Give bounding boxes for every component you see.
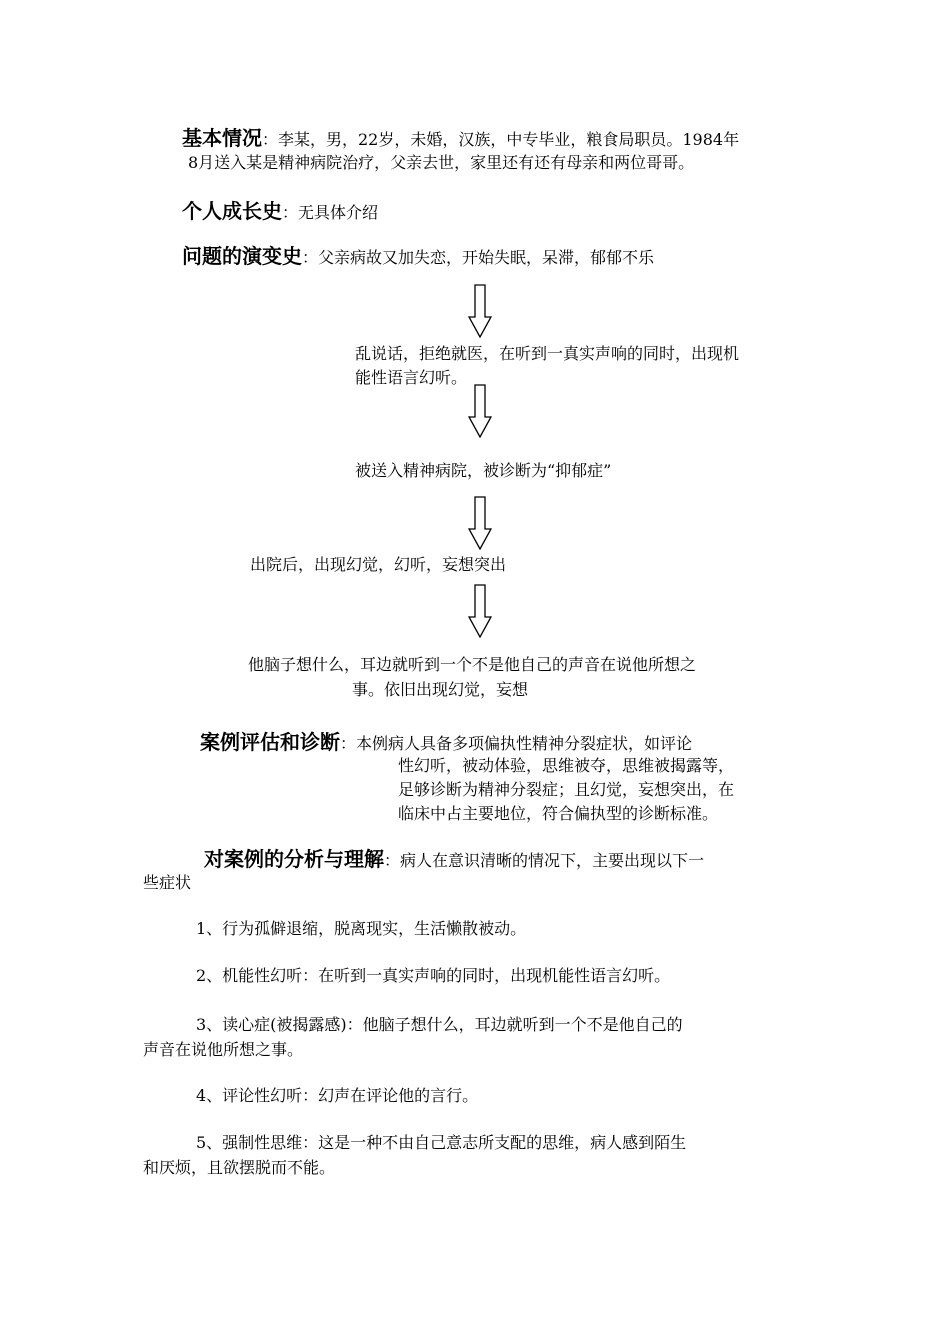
symptom-item-3-line1: 3、读心症(被揭露感)：他脑子想什么，耳边就听到一个不是他自己的	[196, 1015, 683, 1034]
symptom-item-4: 4、评论性幻听：幻声在评论他的言行。	[196, 1086, 479, 1105]
assessment-text: ：本例病人具备多项偏执性精神分裂症状，如评论	[340, 734, 693, 753]
evolution-step5-line2: 事。依旧出现幻觉，妄想	[352, 680, 529, 699]
evolution-step4: 出院后，出现幻觉，幻听，妄想突出	[250, 555, 507, 574]
assessment-line3: 足够诊断为精神分裂症；且幻觉，妄想突出，在	[398, 780, 735, 799]
down-arrow-icon	[468, 584, 492, 638]
assessment-line1	[200, 730, 692, 756]
assessment-heading: 案例评估和诊断	[200, 730, 340, 754]
basic-info-line1	[182, 126, 739, 152]
symptom-item-5-line2: 和厌烦，且欲摆脱而不能。	[143, 1158, 336, 1177]
evolution-step2-line1: 乱说话，拒绝就医，在听到一真实声响的同时，出现机	[355, 344, 740, 363]
assessment-line4: 临床中占主要地位，符合偏执型的诊断标准。	[398, 804, 719, 823]
evolution-step5-line1: 他脑子想什么，耳边就听到一个不是他自己的声音在说他所想之	[248, 655, 697, 674]
analysis-heading: 对案例的分析与理解	[204, 847, 384, 871]
analysis-text: ：病人在意识清晰的情况下，主要出现以下一	[384, 851, 705, 870]
assessment-line2: 性幻听，被动体验，思维被夺，思维被揭露等，	[398, 756, 735, 775]
down-arrow-icon	[468, 496, 492, 550]
symptom-item-1: 1、行为孤僻退缩，脱离现实，生活懒散被动。	[196, 919, 527, 938]
basic-info-text: ：李某，男，22岁，未婚，汉族，中专毕业，粮食局职员。1984年	[262, 130, 740, 149]
symptom-item-3-line2: 声音在说他所想之事。	[143, 1040, 304, 1059]
evolution-step2-line2: 能性语言幻听。	[355, 368, 468, 387]
analysis-line1	[204, 847, 704, 873]
down-arrow-icon	[468, 284, 492, 338]
problem-evolution-heading: 问题的演变史	[182, 244, 302, 268]
symptom-item-5-line1: 5、强制性思维：这是一种不由自己意志所支配的思维，病人感到陌生	[196, 1133, 687, 1152]
problem-evolution	[182, 244, 654, 270]
growth-history-text: ：无具体介绍	[282, 203, 379, 222]
analysis-line2: 些症状	[143, 873, 192, 892]
growth-history	[182, 199, 378, 225]
evolution-step1: ：父亲病故又加失恋，开始失眠，呆滞，郁郁不乐	[302, 248, 655, 267]
basic-info-line2: 8月送入某是精神病院治疗，父亲去世，家里还有还有母亲和两位哥哥。	[188, 153, 695, 172]
symptom-item-2: 2、机能性幻听：在听到一真实声响的同时，出现机能性语言幻听。	[196, 966, 671, 985]
growth-history-heading: 个人成长史	[182, 199, 282, 223]
basic-info-heading: 基本情况	[182, 126, 262, 150]
evolution-step3: 被送入精神病院，被诊断为“抑郁症”	[355, 461, 612, 480]
down-arrow-icon	[468, 384, 492, 438]
